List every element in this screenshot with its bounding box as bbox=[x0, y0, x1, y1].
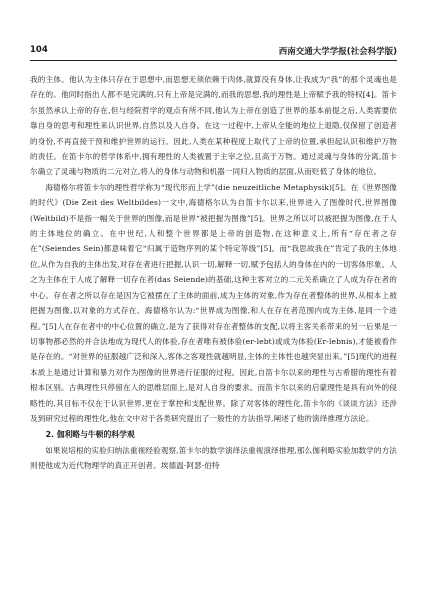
running-header bbox=[30, 44, 397, 61]
paragraph-galileo-intro: 如果说培根的实验归纳法重视经验观察,笛卡尔的数学演绎法重视演绎推理,那么伽利略实验加数学的方法则使他成为近代物理学的真正开创者。埃德温·阿瑟·伯特 bbox=[30, 445, 397, 471]
article-body bbox=[30, 72, 397, 474]
journal-title: 西南交通大学学报(社会科学版) bbox=[278, 47, 397, 57]
page-number: 104 bbox=[30, 45, 48, 55]
paragraph-descartes-subject: 我的主体。他认为主体只存在于思想中,而思想无须依赖于肉体,就算没有身体,让我成为“我”的那个灵魂也是存在的。他同时指出人都不是完满的,只有上帝是完满的,而我的思想,我的理性是上帝赋予我的特权[4]。笛卡尔虽然承认上帝的存在,但与经院哲学的观点有所不同,他认为上帝在创造了世界的基本前提之后,人类需要依靠自身的思考和理性来认识世界,自然以及人自身。在这一过程中,上帝从全能的地位上退隐,仅保留了创造者的身份,不再直接干预和维护世界的运行。因此,人类在某种程度上取代了上帝的位置,承担起认识和维护万物的责任。在笛卡尔的哲学体系中,拥有理性的人类被置于主宰之位,且高于万物。通过灵魂与身体的分离,笛卡尔确立了灵魂与物质的二元对立,将人的身体与动物和机器一同归入物质的层面,从而贬低了身体的地位。 bbox=[30, 75, 397, 177]
section-heading: 2. 伽利略与牛顿的科学观 bbox=[45, 430, 135, 440]
paragraph-heidegger-world-picture: 海德格尔将笛卡尔的理性哲学称为“现代形而上学”(die neuzeitliche Metaphysik)[5]。在《世界图像的时代》(Die Zeit des Weltbildes)一文中,海德格尔认为自笛卡尔以来,世界进入了图像时代,世界图像(Weltbild)不是指一幅关于世界的图像,而是世界“被把握为图像”[5]。世界之所以可以被把握为图像,在于人的主体地位的确立。在中世纪,人和整个世界都是上帝的创造物,在这种意义上,所有“存在者之存在”(Seiendes Sein)都意味着它“归属于造物序列的某个特定等级”[5]。而“我思故我在”肯定了我的主体地位,从作为自我的主体出发,对存在者进行把握,认识一切,解释一切,赋予包括人的身体在内的一切客体形象。人之为主体在于人成了解释一切存在者(das Seiende)的基础,这种主客对立的二元关系确立了人成为存在者的中心。存在者之所以存在是因为它被摆在了主体的面前,成为主体的对象,作为存在者整体的世界,从根本上被把握为图像,以对象的方式存在。海德格尔认为:“世界成为图像,和人在存在者范围内成为主体,是同一个进程。”[5]人在存在者中的中心位置的确立,是为了获得对存在者整体的支配,以将主客关系带来的另一后果是一切事物都必然的并合法地成为现代人的体验,存在者唯有被体验(er-lebt)或成为体验(Er-lebnis),才能被看作是存在的。“对世界的征服越广泛和深入,客体之客观性就越明显,主体的主体性也越突显出来。”[5]现代的进程本质上是通过计算和暴力对作为图像的世界进行征服的过程。因此,自笛卡尔以来的理性与古希腊的理性有着根本区别。古典理性只停留在人的思维层面上,是对人自身的要求。而笛卡尔以来的启蒙理性是具有向外的侵略性的,其目标不仅在于认识世界,更在于掌控和支配世界。除了对客体的理性化,笛卡尔的《谈谈方法》还涉及到研究过程的理性化,他在文中对于各类研究提出了一般性的方法指导,阐述了他的演绎推理方法论。 bbox=[30, 182, 397, 423]
